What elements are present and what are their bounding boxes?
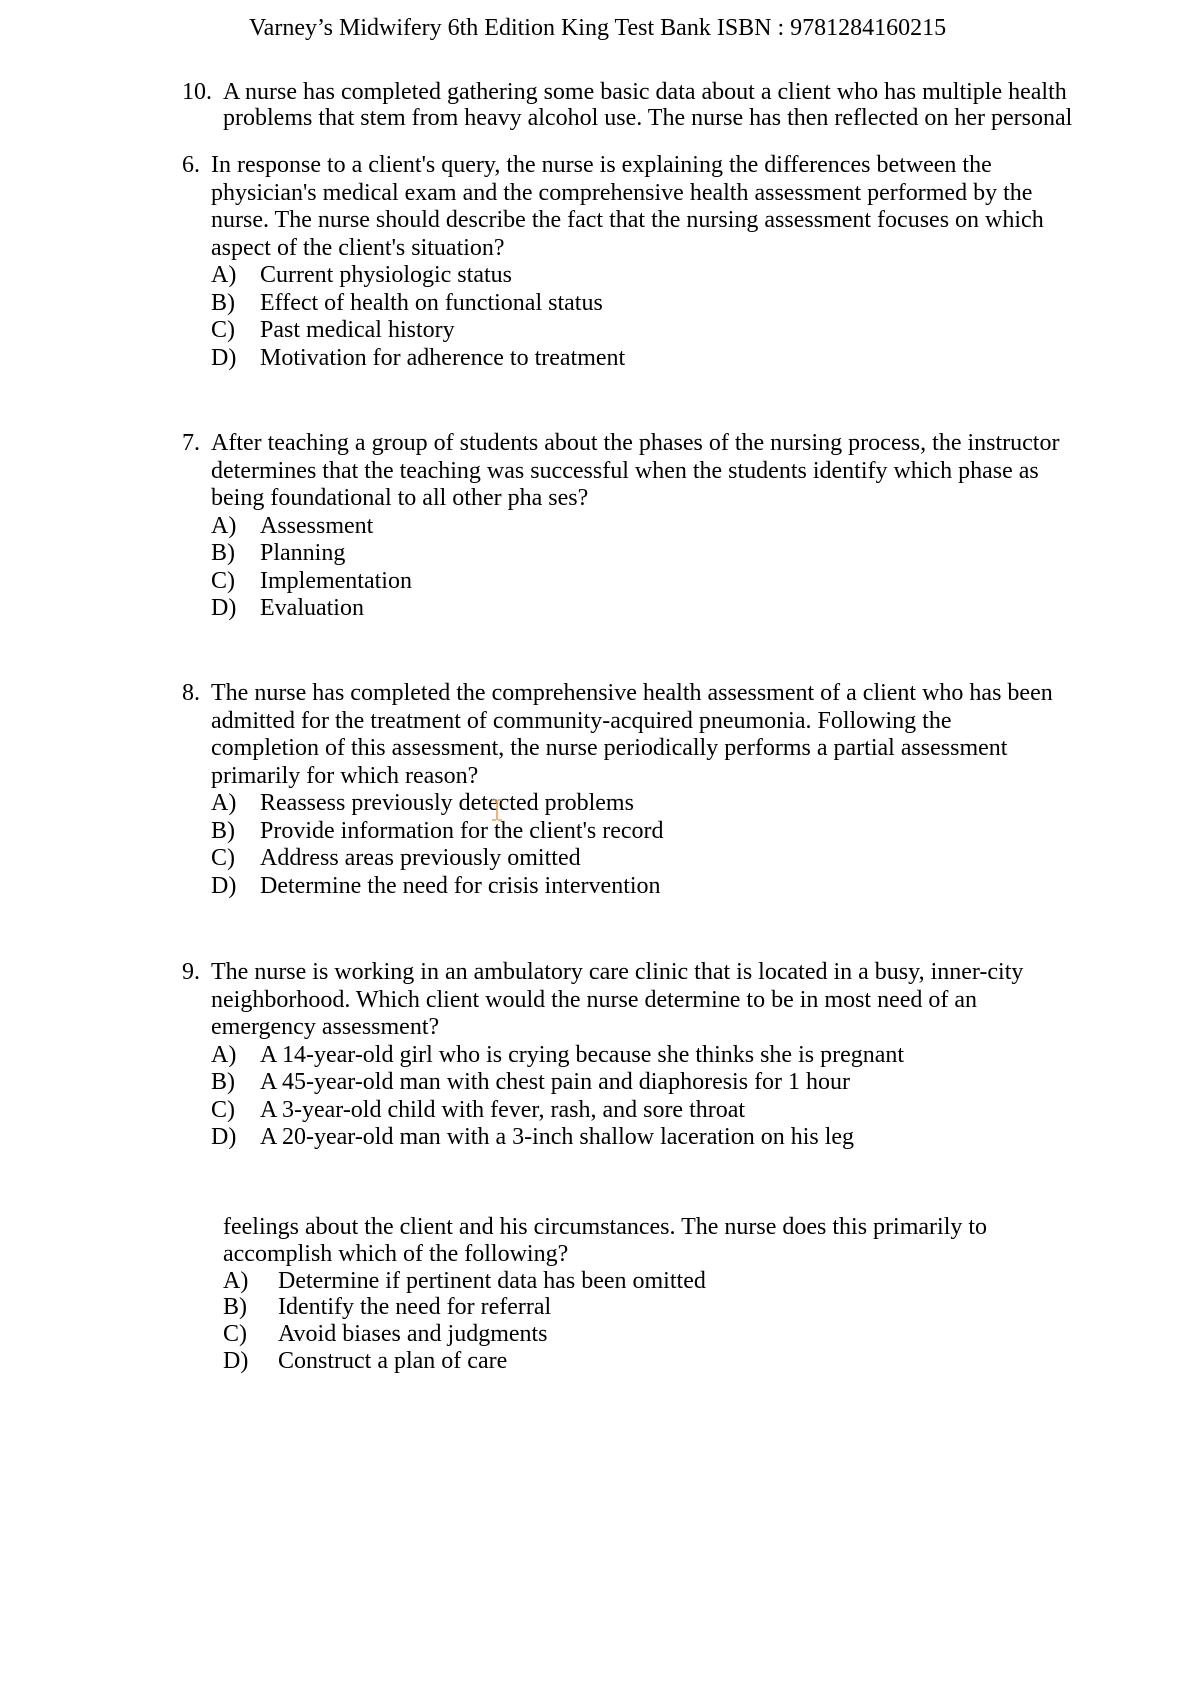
option-text: Planning [260, 540, 346, 566]
answer-option [211, 790, 1053, 818]
option-text: Address areas previously omitted [260, 845, 581, 871]
question-body [223, 1214, 987, 1375]
option-letter: D) [211, 872, 237, 899]
answer-option [211, 1097, 1023, 1125]
question-stem-line: A nurse has completed gathering some basic data about a client who has multiple health [223, 79, 1067, 105]
question-stem-line: emergency assessment? [211, 1014, 440, 1040]
option-letter: B) [223, 1294, 247, 1321]
answer-option [211, 818, 1053, 846]
answer-option [211, 568, 1059, 596]
question-number: 7. [182, 430, 200, 456]
option-text: Effect of health on functional status [260, 289, 603, 316]
answer-option [211, 345, 1044, 373]
answer-option [211, 1069, 1023, 1097]
option-letter: B) [211, 289, 235, 316]
question-stem-line: determines that the teaching was successful when the students identify which phase as [211, 457, 1039, 484]
option-letter: C) [211, 567, 235, 594]
option-text: Determine the need for crisis intervention [260, 872, 661, 899]
option-text: Current physiologic status [260, 262, 512, 288]
option-text: Motivation for adherence to treatment [260, 344, 626, 371]
answer-option [211, 1124, 1023, 1152]
question-number: 10. [182, 79, 212, 105]
option-letter: C) [211, 845, 235, 871]
option-letter: A) [211, 1041, 237, 1068]
option-letter: C) [211, 317, 235, 343]
option-text: Identify the need for referral [278, 1294, 552, 1321]
option-text: Construct a plan of care [278, 1347, 508, 1374]
option-letter: D) [211, 1124, 237, 1150]
question-number: 9. [182, 959, 200, 985]
option-text: A 45-year-old man with chest pain and diaphoresis for 1 hour [260, 1069, 851, 1095]
option-letter: C) [211, 1096, 235, 1123]
question-stem-line: physician's medical exam and the comprehensive health assessment performed by the [211, 179, 1033, 206]
question-stem-line: feelings about the client and his circumstances. The nurse does this primarily to [223, 1214, 988, 1240]
option-text: Evaluation [260, 595, 364, 621]
question-stem-line: In response to a client's query, the nurse is explaining the differences between the [211, 152, 992, 178]
answer-option [223, 1268, 987, 1295]
option-text: Provide information for the client's record [260, 817, 664, 844]
question-stem-line: completion of this assessment, the nurse periodically performs a partial assessment [211, 735, 1008, 761]
option-letter: D) [211, 344, 237, 371]
question-body [211, 152, 1044, 372]
option-text: A 20-year-old man with a 3-inch shallow laceration on his leg [260, 1124, 855, 1150]
option-text: Reassess previously detected problems [260, 790, 634, 816]
page-header: Varney’s Midwifery 6th Edition King Test Bank ISBN : 9781284160215 [249, 15, 947, 41]
answer-option [223, 1348, 987, 1375]
question-stem-line: accomplish which of the following? [223, 1240, 569, 1267]
question-number: 8. [182, 680, 200, 706]
option-text: Determine if pertinent data has been omitted [278, 1267, 706, 1294]
question-body [223, 79, 1072, 131]
option-text: A 14-year-old girl who is crying because she thinks she is pregnant [260, 1041, 905, 1068]
answer-option [211, 290, 1044, 318]
question-stem-line: After teaching a group of students about the phases of the nursing process, the instructor [211, 430, 1060, 456]
answer-option [223, 1294, 987, 1321]
question-stem-line: being foundational to all other pha ses? [211, 485, 589, 511]
answer-option [211, 1042, 1023, 1070]
option-text: Assessment [260, 512, 374, 539]
question-stem-line: primarily for which reason? [211, 762, 479, 789]
option-letter: D) [223, 1347, 249, 1374]
question-stem-line: neighborhood. Which client would the nurse determine to be in most need of an [211, 986, 978, 1013]
option-letter: D) [211, 595, 237, 621]
answer-option [211, 317, 1044, 345]
answer-option [211, 595, 1059, 623]
question-body [211, 680, 1053, 900]
option-letter: B) [211, 540, 235, 566]
option-text: Past medical history [260, 317, 455, 343]
option-letter: B) [211, 1069, 235, 1095]
option-letter: A) [223, 1267, 249, 1294]
option-letter: A) [211, 790, 237, 816]
option-letter: B) [211, 817, 235, 844]
option-text: Avoid biases and judgments [278, 1321, 548, 1348]
question-stem-line: aspect of the client's situation? [211, 234, 505, 261]
question-body [211, 959, 1023, 1152]
answer-option [211, 540, 1059, 568]
option-letter: A) [211, 512, 237, 539]
question-stem-line: admitted for the treatment of community-acquired pneumonia. Following the [211, 707, 952, 734]
option-text: A 3-year-old child with fever, rash, and sore throat [260, 1096, 746, 1123]
answer-option [223, 1321, 987, 1348]
option-letter: C) [223, 1321, 247, 1348]
text-cursor-icon [491, 799, 503, 821]
question-stem-line: The nurse has completed the comprehensive health assessment of a client who has been [211, 680, 1053, 706]
question-stem-line: The nurse is working in an ambulatory care clinic that is located in a busy, inner-city [211, 959, 1024, 985]
question-stem-line: problems that stem from heavy alcohol use. The nurse has then reflected on her personal [223, 105, 1073, 131]
option-letter: A) [211, 262, 237, 288]
answer-option [211, 513, 1059, 541]
answer-option [211, 262, 1044, 290]
question-number: 6. [182, 152, 200, 178]
answer-option [211, 873, 1053, 901]
option-text: Implementation [260, 567, 412, 594]
question-body [211, 430, 1059, 623]
answer-option [211, 845, 1053, 873]
question-stem-line: nurse. The nurse should describe the fact that the nursing assessment focuses on which [211, 207, 1044, 233]
